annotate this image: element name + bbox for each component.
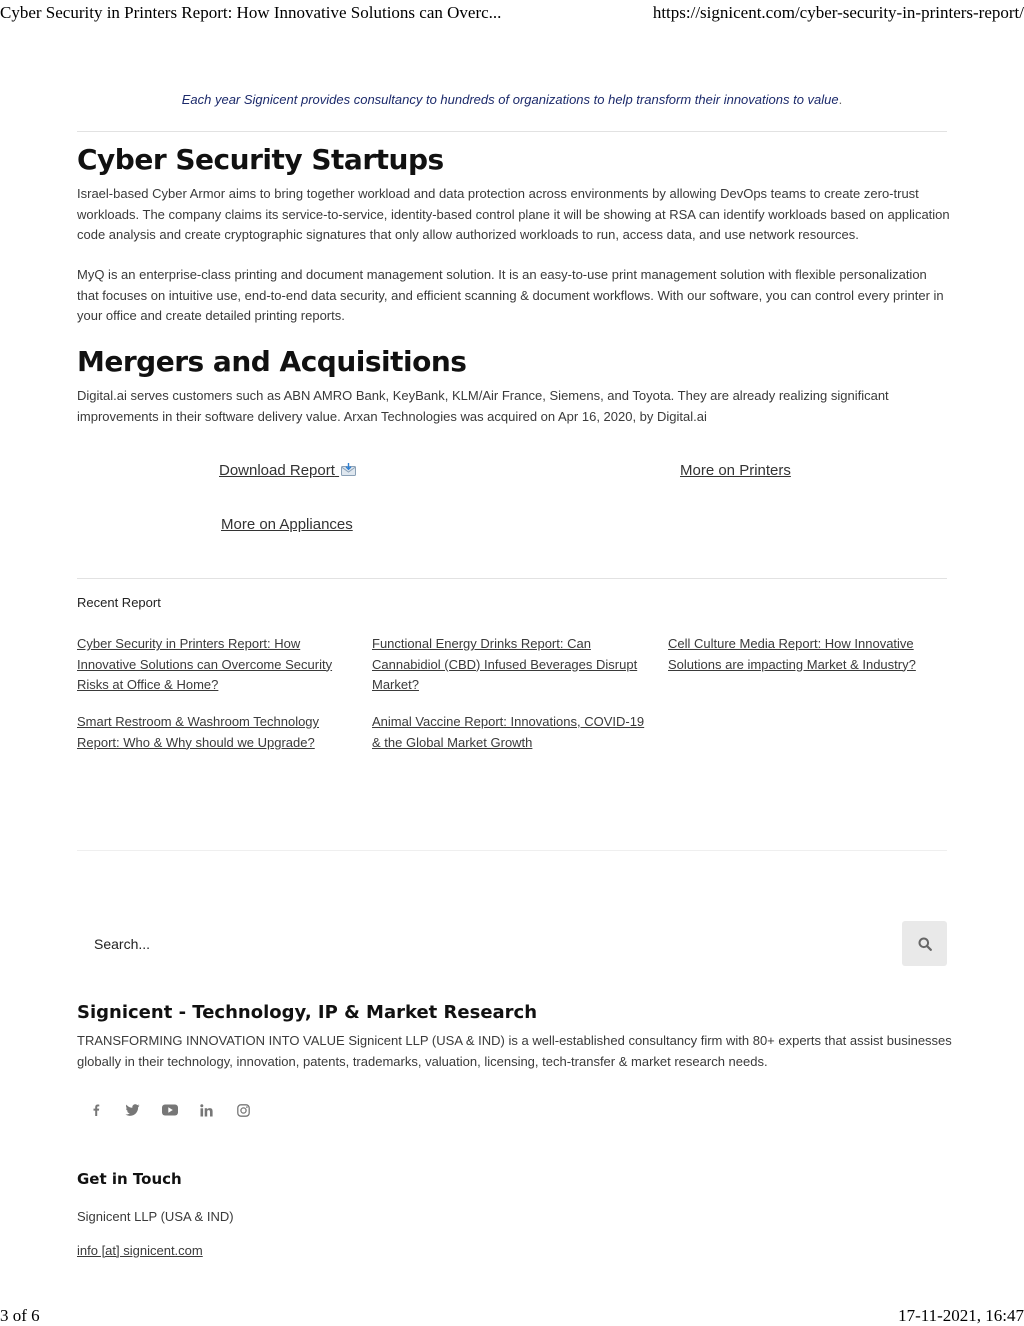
- search-button[interactable]: [902, 921, 947, 966]
- recent-report-link[interactable]: Functional Energy Drinks Report: Can Cannabidiol (CBD) Infused Beverages Disrupt Market?: [372, 636, 638, 692]
- mergers-heading: Mergers and Acquisitions: [77, 345, 467, 378]
- contact-company: Signicent LLP (USA & IND): [77, 1209, 234, 1224]
- more-on-printers-link[interactable]: More on Printers: [680, 462, 791, 479]
- print-datetime: 17-11-2021, 16:47: [898, 1306, 1024, 1325]
- recent-report-link[interactable]: Cyber Security in Printers Report: How Innovative Solutions can Overcome Security Risks at Office & Home?: [77, 636, 333, 692]
- facebook-link[interactable]: [77, 1094, 114, 1126]
- startups-paragraph-2: MyQ is an enterprise-class printing and document management solution. It is an easy-to-use print management solution with flexible personalization that focuses on intuitive use, end-to-end data security, and efficient scanning & document workflows. With our software, you can control every printer in your office and create detailed printing reports.: [77, 267, 944, 323]
- search-input[interactable]: [77, 921, 902, 966]
- get-in-touch-heading: Get in Touch: [77, 1170, 182, 1188]
- more-on-appliances-link[interactable]: More on Appliances: [221, 516, 353, 533]
- contact-email-link[interactable]: info [at] signicent.com: [77, 1243, 203, 1258]
- linkedin-icon: [200, 1104, 213, 1117]
- tagline-period: .: [838, 92, 843, 107]
- search-icon: [918, 937, 932, 951]
- tagline-text: Each year Signicent provides consultancy to hundreds of organizations to help transform their innovations to value: [181, 92, 839, 107]
- youtube-link[interactable]: [151, 1094, 188, 1126]
- instagram-link[interactable]: [225, 1094, 262, 1126]
- divider: [77, 850, 947, 851]
- footer-title: Signicent - Technology, IP & Market Research: [77, 1002, 538, 1023]
- instagram-icon: [237, 1104, 250, 1117]
- print-header-url: https://signicent.com/cyber-security-in-printers-report/: [652, 3, 1024, 22]
- envelope-download-icon: [341, 463, 356, 476]
- recent-report-link[interactable]: Cell Culture Media Report: How Innovative Solutions are impacting Market & Industry?: [668, 636, 916, 672]
- youtube-icon: [162, 1104, 178, 1116]
- startups-paragraph-1: Israel-based Cyber Armor aims to bring together workload and data protection across environments by allowing DevOps teams to create zero-trust workloads. The company claims its service-to-service, identity-based control plane it will be showing at RSA can identify workloads based on application code analysis and create cryptographic signatures that only allow authorized workloads to run, access data, and use network resources.: [77, 186, 950, 242]
- download-report-label: Download Report: [219, 462, 335, 479]
- print-page-number: 3 of 6: [0, 1306, 40, 1325]
- divider: [77, 131, 947, 132]
- footer-description: TRANSFORMING INNOVATION INTO VALUE Signicent LLP (USA & IND) is a well-established consultancy firm with 80+ experts that assist businesses globally in their technology, innovation, patents, trademarks, valuation, licensing, tech-transfer & market research needs.: [77, 1033, 952, 1069]
- startups-heading: Cyber Security Startups: [77, 143, 444, 176]
- twitter-icon: [125, 1103, 140, 1117]
- divider: [77, 578, 947, 579]
- linkedin-link[interactable]: [188, 1094, 225, 1126]
- recent-report-label: Recent Report: [77, 595, 161, 610]
- twitter-link[interactable]: [114, 1094, 151, 1126]
- tagline: [0, 92, 1024, 107]
- search-bar: [77, 921, 947, 966]
- facebook-icon: [89, 1103, 103, 1117]
- recent-report-link[interactable]: Smart Restroom & Washroom Technology Report: Who & Why should we Upgrade?: [77, 714, 320, 750]
- mergers-paragraph: Digital.ai serves customers such as ABN AMRO Bank, KeyBank, KLM/Air France, Siemens, and Toyota. They are already realizing significant improvements in their software delivery value. Arxan Technologies was acquired on Apr 16, 2020, by Digital.ai: [77, 388, 889, 424]
- social-links: [77, 1094, 262, 1126]
- print-header: [0, 0, 1024, 34]
- download-report-link[interactable]: [219, 462, 356, 479]
- print-header-title: Cyber Security in Printers Report: How Innovative Solutions can Overc...: [0, 3, 502, 22]
- recent-report-link[interactable]: Animal Vaccine Report: Innovations, COVID-19 & the Global Market Growth: [372, 714, 645, 750]
